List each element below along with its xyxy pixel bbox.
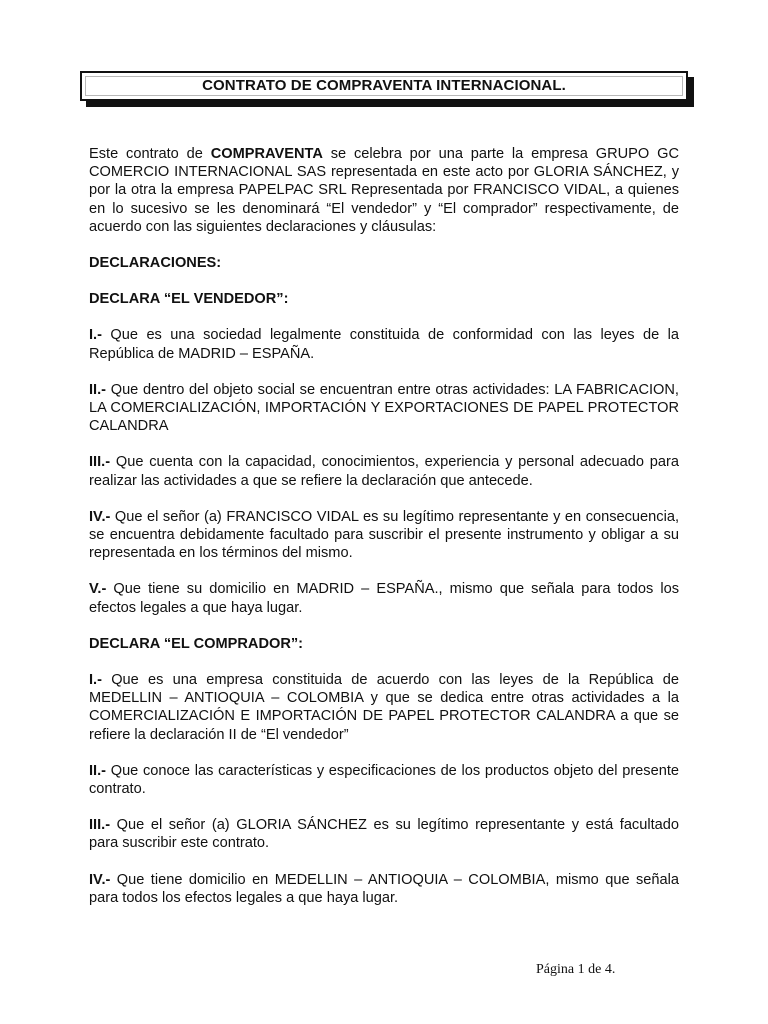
vendedor-heading: DECLARA “EL VENDEDOR”: [89, 291, 289, 308]
item-text: Que el señor (a) GLORIA SÁNCHEZ es su legítimo representante y está facultado para suscribir este contrato. [89, 817, 679, 852]
item-text: Que dentro del objeto social se encuentran entre otras actividades: LA FABRICACION, LA COMERCIALIZACIÓN, IMPORTACIÓN Y EXPORTACIONES DE PAPEL PROTECTOR CALANDRA [89, 381, 679, 435]
item-text: Que el señor (a) FRANCISCO VIDAL es su legítimo representante y en consecuencia, se encuentra debidamente facultado para suscribir el presente instrumento y obligar a su representada en los términos del mismo. [89, 508, 679, 562]
comprador-item-3 [89, 816, 679, 852]
item-number: I.- [89, 672, 102, 689]
comprador-item-2 [89, 762, 679, 798]
vendedor-item-5 [89, 580, 679, 616]
vendedor-item-3 [89, 453, 679, 489]
intro-post: se celebra por una parte la empresa GRUPO GC COMERCIO INTERNACIONAL SAS representada en este acto por GLORIA SÁNCHEZ, y por la otra la empresa PAPELPAC SRL Representada por FRANCISCO VIDAL, a quienes en lo sucesivo se les denominará “El vendedor” y “El comprador” respectivamente, de acuerdo con las siguientes declaraciones y cláusulas: [89, 146, 679, 235]
intro-bold: COMPRAVENTA [210, 146, 323, 162]
declaraciones-heading: DECLARACIONES: [89, 255, 222, 272]
item-number: III.- [89, 817, 111, 834]
comprador-heading: DECLARA “EL COMPRADOR”: [89, 635, 304, 652]
item-number: IV.- [89, 508, 111, 525]
comprador-item-1 [89, 671, 679, 744]
item-text: Que es una sociedad legalmente constituida de conformidad con las leyes de la República de MADRID – ESPAÑA. [89, 327, 679, 362]
item-text: Que tiene su domicilio en MADRID – ESPAÑA., mismo que señala para todos los efectos legales a que haya lugar. [89, 581, 679, 616]
item-number: I.- [89, 327, 102, 344]
intro-pre: Este contrato de [89, 146, 211, 162]
vendedor-item-4 [89, 508, 679, 563]
item-text: Que cuenta con la capacidad, conocimientos, experiencia y personal adecuado para realizar las actividades a que se refiere la declaración que antecede. [89, 454, 679, 489]
item-text: Que es una empresa constituida de acuerdo con las leyes de la República de MEDELLIN – ANTIOQUIA – COLOMBIA y que se dedica entre otras actividades a la COMERCIALIZACIÓN E IMPORTACIÓN DE PAPEL PROTECTOR CALANDRA a que se refiere la declaración II de “El vendedor” [89, 672, 679, 743]
title-box [80, 71, 688, 101]
item-number: II.- [89, 381, 107, 398]
vendedor-item-1 [89, 326, 679, 362]
page-number: Página 1 de 4. [536, 962, 616, 977]
item-number: II.- [89, 762, 107, 779]
item-number: V.- [89, 581, 107, 598]
document-title: CONTRATO DE COMPRAVENTA INTERNACIONAL. [85, 76, 683, 96]
item-text: Que conoce las características y especificaciones de los productos objeto del presente contrato. [89, 762, 679, 798]
document-body [89, 145, 679, 907]
item-number: III.- [89, 454, 111, 471]
item-number: IV.- [89, 871, 111, 888]
item-text: Que tiene domicilio en MEDELLIN – ANTIOQUIA – COLOMBIA, mismo que señala para todos los efectos legales a que haya lugar. [89, 871, 679, 906]
comprador-item-4 [89, 871, 679, 907]
vendedor-item-2 [89, 381, 679, 436]
intro-paragraph [89, 145, 679, 236]
